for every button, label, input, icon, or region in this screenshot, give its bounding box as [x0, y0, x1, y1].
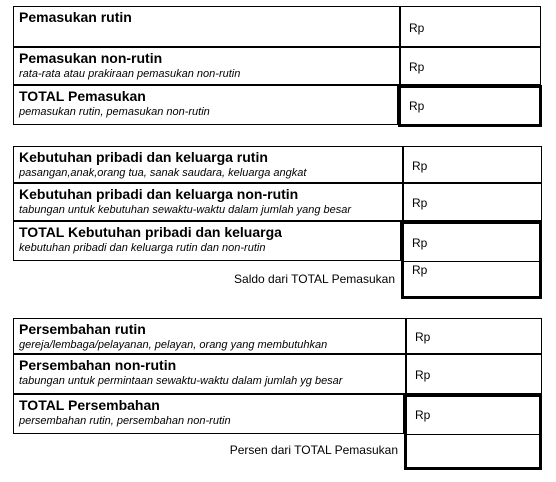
needs-balance-label: Saldo dari TOTAL Pemasukan [234, 272, 395, 286]
currency-label: Rp [409, 21, 425, 35]
needs-nonroutine-value[interactable] [403, 183, 542, 221]
offering-percent-label: Persen dari TOTAL Pemasukan [229, 443, 398, 457]
currency-label: Rp [415, 330, 431, 344]
offering-nonroutine-value[interactable] [406, 354, 542, 394]
income-total-label [13, 85, 398, 125]
income-nonroutine-subtitle: rata-rata atau prakiraan pemasukan non-rutin [19, 68, 241, 80]
needs-total-box [401, 221, 542, 299]
offering-routine-label [13, 318, 406, 354]
offering-total-title: TOTAL Persembahan [19, 397, 160, 413]
income-total-title: TOTAL Pemasukan [19, 88, 146, 104]
currency-label: Rp [412, 159, 428, 173]
offering-nonroutine-label [13, 354, 406, 394]
needs-total-title: TOTAL Kebutuhan pribadi dan keluarga [19, 224, 282, 240]
offering-nonroutine-title: Persembahan non-rutin [19, 357, 177, 373]
needs-total-label [13, 221, 401, 261]
income-nonroutine-value[interactable] [400, 47, 541, 85]
offering-total-value[interactable]: Rp [415, 408, 431, 422]
currency-label: Rp [409, 60, 425, 74]
needs-nonroutine-title: Kebutuhan pribadi dan keluarga non-rutin [19, 186, 299, 202]
offering-routine-subtitle: gereja/lembaga/pelayanan, pelayan, orang yang membutuhkan [19, 339, 328, 351]
needs-routine-subtitle: pasangan,anak,orang tua, sanak saudara, keluarga angkat [19, 167, 307, 179]
offering-routine-value[interactable] [406, 318, 542, 354]
offering-total-label [13, 394, 404, 434]
offering-total-subtitle: persembahan rutin, persembahan non-rutin [19, 415, 231, 427]
income-nonroutine-label [13, 47, 400, 85]
offering-percent-value[interactable] [415, 437, 535, 465]
income-routine-value[interactable] [400, 6, 541, 47]
divider [404, 261, 539, 262]
currency-label: Rp [415, 368, 431, 382]
needs-balance-value[interactable]: Rp [412, 263, 428, 277]
offering-nonroutine-subtitle: tabungan untuk permintaan sewaktu-waktu dalam jumlah yg besar [19, 375, 343, 387]
needs-routine-title: Kebutuhan pribadi dan keluarga rutin [19, 149, 268, 165]
needs-nonroutine-subtitle: tabungan untuk kebutuhan sewaktu-waktu dalam jumlah yang besar [19, 204, 352, 216]
needs-total-subtitle: kebutuhan pribadi dan keluarga rutin dan non-rutin [19, 242, 266, 254]
divider [407, 434, 539, 435]
needs-nonroutine-label [13, 183, 403, 221]
income-total-value[interactable] [398, 85, 542, 127]
offering-routine-title: Persembahan rutin [19, 321, 146, 337]
income-total-subtitle: pemasukan rutin, pemasukan non-rutin [19, 106, 210, 118]
currency-label: Rp [409, 99, 425, 113]
currency-label: Rp [412, 196, 428, 210]
income-nonroutine-title: Pemasukan non-rutin [19, 50, 163, 66]
needs-routine-value[interactable] [403, 146, 542, 183]
needs-routine-label [13, 146, 403, 183]
income-routine-label [13, 6, 400, 47]
offering-total-box [404, 394, 542, 470]
income-routine-title: Pemasukan rutin [19, 9, 132, 25]
needs-total-value[interactable]: Rp [412, 236, 428, 250]
